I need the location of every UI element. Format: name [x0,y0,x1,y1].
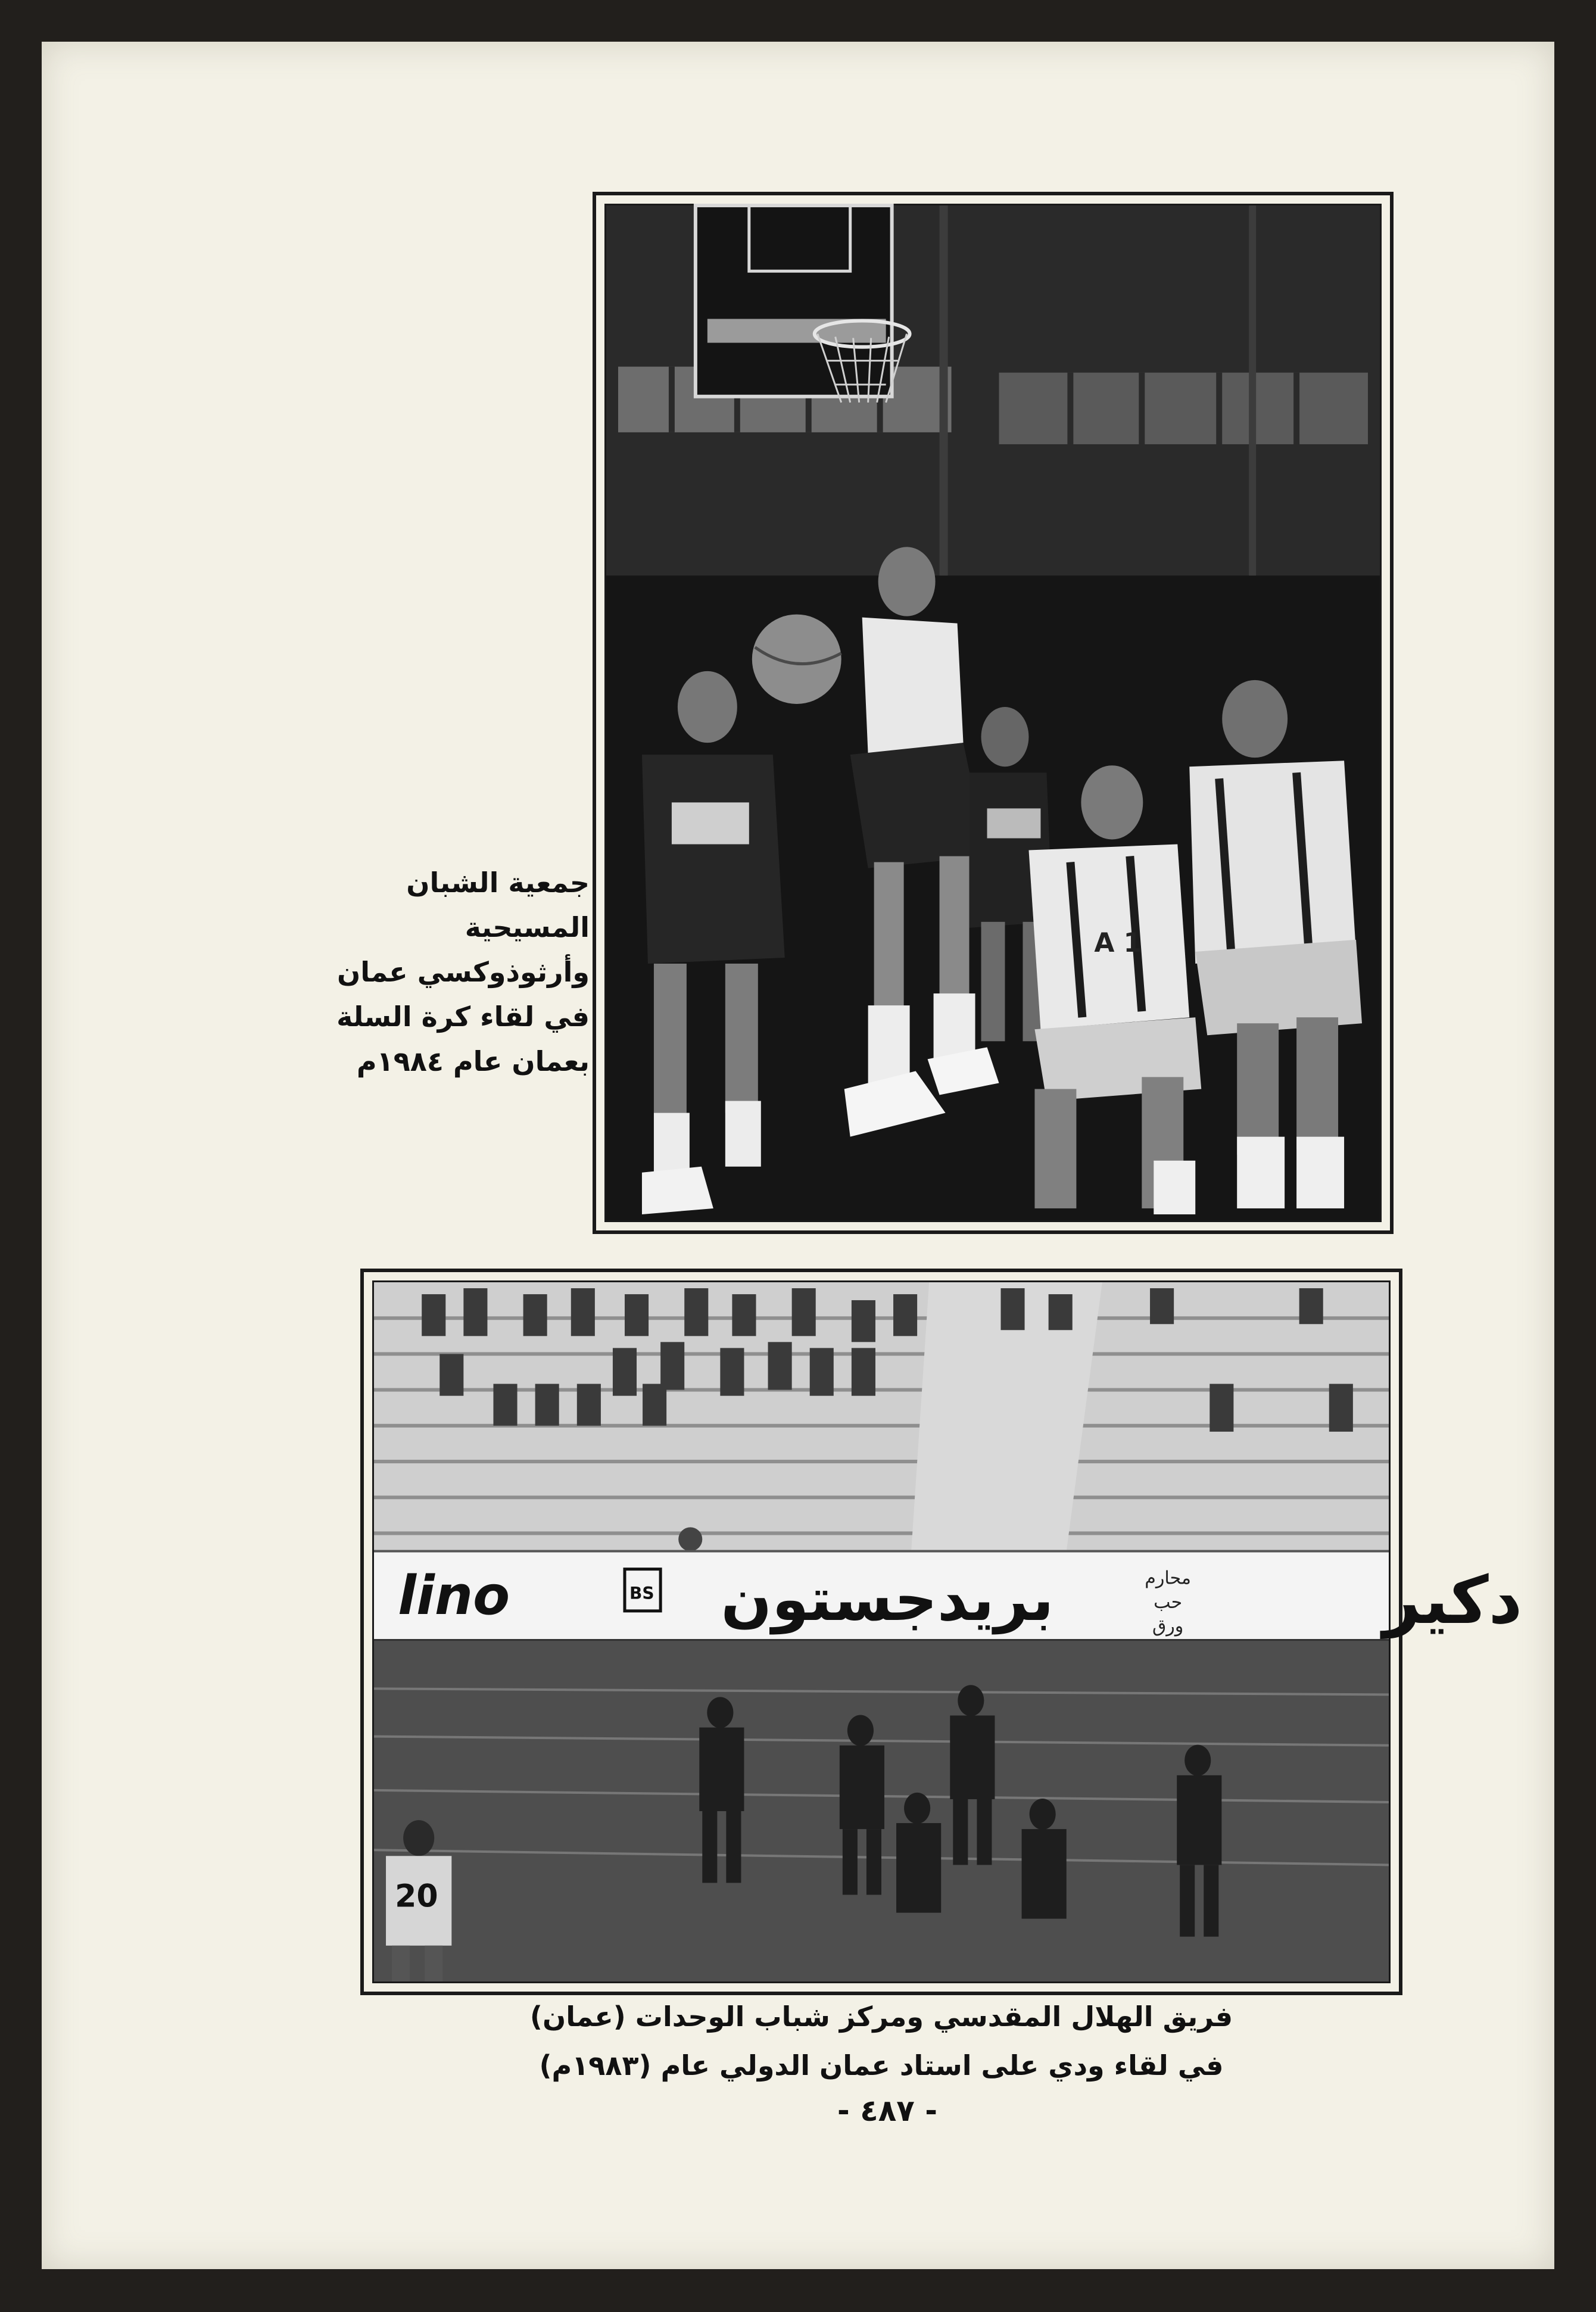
stadium-photo-frame [360,1269,1523,1995]
caption-line: في لقاء ودي على استاد عمان الدولي عام (١٩٨٣م) [539,2049,1224,2082]
jersey-text: A 1 [1094,927,1142,958]
banner-small-text: ورق [1152,1615,1184,1637]
caption-line: جمعية الشبان [406,867,590,899]
basketball-photo-caption [280,861,590,1084]
page-number: - ٤٨٧ - [837,2093,937,2128]
caption-line: وأرثوذوكسي عمان [336,956,590,988]
banner-right-text: دكير [1382,1562,1523,1639]
banner-center-text: بريدجستون [721,1564,1054,1634]
banner-small-text: حب [1154,1591,1183,1613]
caption-line: بعمان عام ١٩٨٤م [356,1045,590,1077]
stadium-photo [372,1280,1523,1983]
basketball-photo-image [606,205,1380,1220]
basketball-photo [604,204,1382,1222]
stadium-photo-caption [360,1992,1402,2090]
player-number: 20 [395,1878,438,1915]
banner-logo-text: BS [629,1583,654,1603]
caption-line: في لقاء كرة السلة [336,1001,590,1033]
banner-left-text: lino [398,1564,510,1627]
stadium-photo-image [374,1282,1523,1981]
caption-line: المسيحية [465,911,590,943]
caption-line: فريق الهلال المقدسي ومركز شباب الوحدات (عمان) [529,2001,1233,2033]
banner-small-text: محارم [1145,1568,1192,1589]
basketball-photo-frame [593,192,1394,1234]
